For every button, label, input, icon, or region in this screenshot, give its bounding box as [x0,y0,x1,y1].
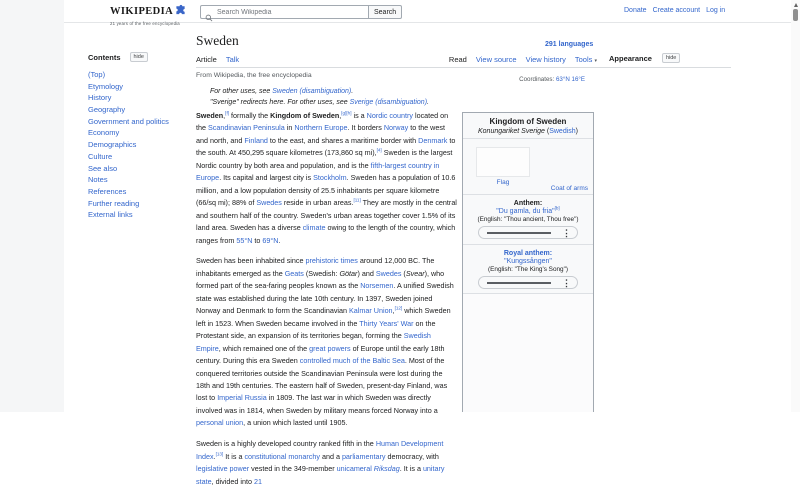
royal-anthem-label-link[interactable]: Royal anthem: [503,250,553,257]
reference-link[interactable]: [13] [215,451,224,457]
languages-button[interactable]: 291 languages [545,41,594,48]
kebab-menu-icon[interactable]: ⋮ [562,228,571,238]
search-icon [205,9,213,17]
inline-link[interactable]: Stockholm [313,173,347,183]
inline-link[interactable]: fifth-largest country in Europe [196,160,440,183]
inline-link[interactable]: Nordic country [366,111,413,120]
kebab-menu-icon[interactable]: ⋮ [562,278,571,288]
inline-link[interactable]: personal union [196,418,244,428]
royal-anthem-audio-player[interactable] [478,276,578,289]
reference-link[interactable]: [b] [554,205,560,211]
infobox-native-name: Konungariket Sverige (Swedish) [477,128,579,135]
inline-link[interactable]: Swedish [549,128,576,135]
flag-link[interactable]: Flag [496,179,510,186]
site-subtitle: From Wikipedia, the free encyclopedia [196,72,312,79]
royal-anthem-english: (English: "The King's Song") [488,266,568,273]
inline-link[interactable]: Denmark [418,135,448,145]
inline-link[interactable]: Imperial Russia [217,393,267,403]
hatnotes [210,86,460,108]
inline-link[interactable]: prehistoric times [305,256,358,266]
inline-link[interactable]: legislative power [196,464,250,474]
tab-read[interactable]: Read [449,55,467,68]
scrollbar[interactable] [791,0,800,412]
tab-tools[interactable]: Tools ▾ [574,55,597,64]
hatnote: "Sverige" redirects here. For other uses, see Sverige (disambiguation). [210,99,429,106]
toc-item-etymology[interactable]: Etymology [88,81,124,91]
coordinates-label: Coordinates: [519,76,555,83]
tab-article[interactable]: Article [196,55,217,68]
inline-link[interactable]: "Du gamla, du fria" [496,208,555,215]
header-divider [196,67,731,68]
inline-link[interactable]: 69°N [262,235,279,245]
paragraph-history: Sweden has been inhabited since prehistoric times around 12,000 BC. The inhabitants emerged as the Geats (Swedish: Götar) and Swedes (Svear), who formed part of the sea-faring peoples known as the Norsemen. A unified Swedish state was established during the late 10th century. In 1397, Sweden joined Norway and Denmark to form the Scandinavian Kalmar Union,[12] which Sweden left in 1523. When Sweden became involved in the Thirty Years' War on the Protestant side, an expansion of its territories began, forming the Swedish Empire, which remained one of the great powers of Europe until the early 18th century. During this era Sweden controlled much of the Baltic Sea. Most of the conquered territories outside the Scandinavian Peninsula were lost during the 18th and 19th centuries. The eastern half of Sweden, present-day Finland, was lost to Imperial Russia in 1809. The last war in which Sweden was directly involved was in 1814, when Sweden by military means forced Norway into a personal union, a union which lasted until 1905. [196,256,454,428]
donate-link[interactable]: Donate [624,7,647,14]
audio-progress-track [487,232,551,234]
contents-hide-button[interactable]: hide [130,52,148,62]
inline-link[interactable]: Swedes [256,198,282,208]
appearance-title: Appearance [609,53,652,63]
inline-link[interactable]: constitutional monarchy [244,451,320,461]
inline-link[interactable]: great powers [309,343,351,353]
top-bar [64,0,792,26]
toc-item-notes[interactable]: Notes [88,175,108,185]
reference-link[interactable]: [f] [225,110,230,116]
inline-link[interactable]: Human Development Index [196,439,444,461]
country-infobox [462,112,594,412]
user-links [624,7,725,14]
appearance-hide-button[interactable]: hide [662,53,680,63]
toc-item-history[interactable]: History [88,93,112,103]
toc-item-external-links[interactable]: External links [88,210,133,220]
inline-link[interactable]: 55°N [236,235,253,245]
tab-view-source[interactable]: View source [475,55,517,64]
inline-link[interactable]: Sweden (disambiguation) [272,88,352,95]
toc-item-economy[interactable]: Economy [88,128,120,138]
inline-link[interactable]: Norway [383,123,409,133]
inline-link[interactable]: controlled much of the Baltic Sea [299,356,405,366]
left-gutter [0,0,64,412]
logo-tagline: 21 years of the free encyclopedia [110,21,180,26]
tab-talk[interactable]: Talk [225,55,240,64]
toc-item-see-also[interactable]: See also [88,163,118,173]
reference-link[interactable]: [12] [394,305,403,311]
hatnote: For other uses, see Sweden (disambiguation). [210,88,354,95]
scroll-thumb[interactable] [793,9,798,21]
search-bar [200,5,402,19]
contents-title: Contents [88,52,121,62]
inline-link[interactable]: Norsemen [360,281,394,291]
scroll-up-arrow-icon[interactable] [794,3,798,7]
login-link[interactable]: Log in [706,7,726,14]
chevron-down-icon: ▾ [594,58,597,64]
inline-link[interactable]: climate [302,223,326,233]
paragraph-government: Sweden is a highly developed country ranked fifth in the Human Development Index.[13] It is a constitutional monarchy and a parliamentary democracy, with legislative power vested in the 349-member unicameral Riksdag. It is a unitary state, divided into 21 [196,439,445,486]
inline-link[interactable]: Scandinavian Peninsula [208,123,285,133]
anthem-title-link [463,205,593,215]
toc-item-top[interactable]: (Top) [88,70,106,79]
anthem-english: (English: "Thou ancient, Thou free") [477,216,579,223]
coordinates [196,76,585,83]
logo-wordmark: WIKIPEDIA [110,5,174,17]
anthem-audio-player[interactable] [478,226,578,239]
wikipedia-logo[interactable] [110,2,200,26]
appearance-panel [609,53,731,63]
inline-link[interactable]: unicameral [336,464,372,474]
toc-item-geography[interactable]: Geography [88,105,126,115]
infobox-title: Kingdom of Sweden [489,117,567,126]
inline-link[interactable]: Northern Europe [294,123,348,133]
toc-item-references[interactable]: References [88,186,127,196]
article-body [196,110,457,497]
inline-link[interactable]: Thirty Years' War [359,318,414,328]
inline-link[interactable]: Kalmar Union [349,306,393,316]
toc-item-further-reading[interactable]: Further reading [88,198,140,208]
anthem-label: Anthem: [513,200,543,207]
page-title: Sweden [196,33,239,48]
contents-sidebar [88,52,190,221]
inline-link[interactable]: parliamentary [341,451,386,461]
inline-link[interactable]: Swedish Empire [196,331,431,353]
flag-image-placeholder[interactable] [476,147,530,177]
toc-item-demographics[interactable]: Demographics [88,140,137,150]
search-button[interactable]: Search [369,5,402,19]
reference-link[interactable]: [g][h] [341,110,352,116]
toc-item-culture[interactable]: Culture [88,151,113,161]
toc-item-government[interactable]: Government and politics [88,116,169,126]
royal-anthem-title-link[interactable]: "Kungssången" [504,258,552,265]
map-image-placeholder [463,293,593,412]
coordinates-link[interactable]: 63°N 16°E [555,76,585,83]
puzzle-globe-icon [175,2,186,20]
inline-link[interactable]: Swedes [375,268,402,278]
create-account-link[interactable]: Create account [652,7,701,14]
reference-link[interactable]: [4] [376,147,382,153]
inline-link[interactable]: unitary state [196,464,445,486]
tab-view-history[interactable]: View history [525,55,566,64]
search-input[interactable] [201,6,368,18]
reference-link[interactable]: [11] [353,197,361,203]
inline-link[interactable]: Riksdag [373,464,400,474]
inline-link[interactable]: 21 [253,476,262,486]
coat-of-arms-link[interactable]: Coat of arms [550,185,588,192]
inline-link[interactable]: Finland [244,135,268,145]
audio-progress-track [487,282,551,284]
inline-link[interactable]: Sverige (disambiguation) [349,99,428,106]
paragraph-lead: Sweden,[f] formally the Kingdom of Sweden,[g][h] is a Nordic country located on the Scandinavian Peninsula in Northern Europe. It borders Norway to the west and north, and Finland to the east, and shares a maritime border with Denmark to the south. At 450,295 square kilometres (173,860 sq mi),[4] Sweden is the largest Nordic country by both area and population, and is the fifth-largest country in Europe. Its capital and largest city is Stockholm. Sweden has a population of 10.6 million, and a low population density of 25.5 inhabitants per square kilometre (66/sq mi); 88% of Swedes reside in urban areas.[11] They are mostly in the central and southern half of the country. Sweden's urban areas together cover 1.5% of its land area. Sweden has a diverse climate owing to the length of the country, which ranges from 55°N to 69°N. [196,110,457,245]
inline-link[interactable]: Geats [284,268,304,278]
